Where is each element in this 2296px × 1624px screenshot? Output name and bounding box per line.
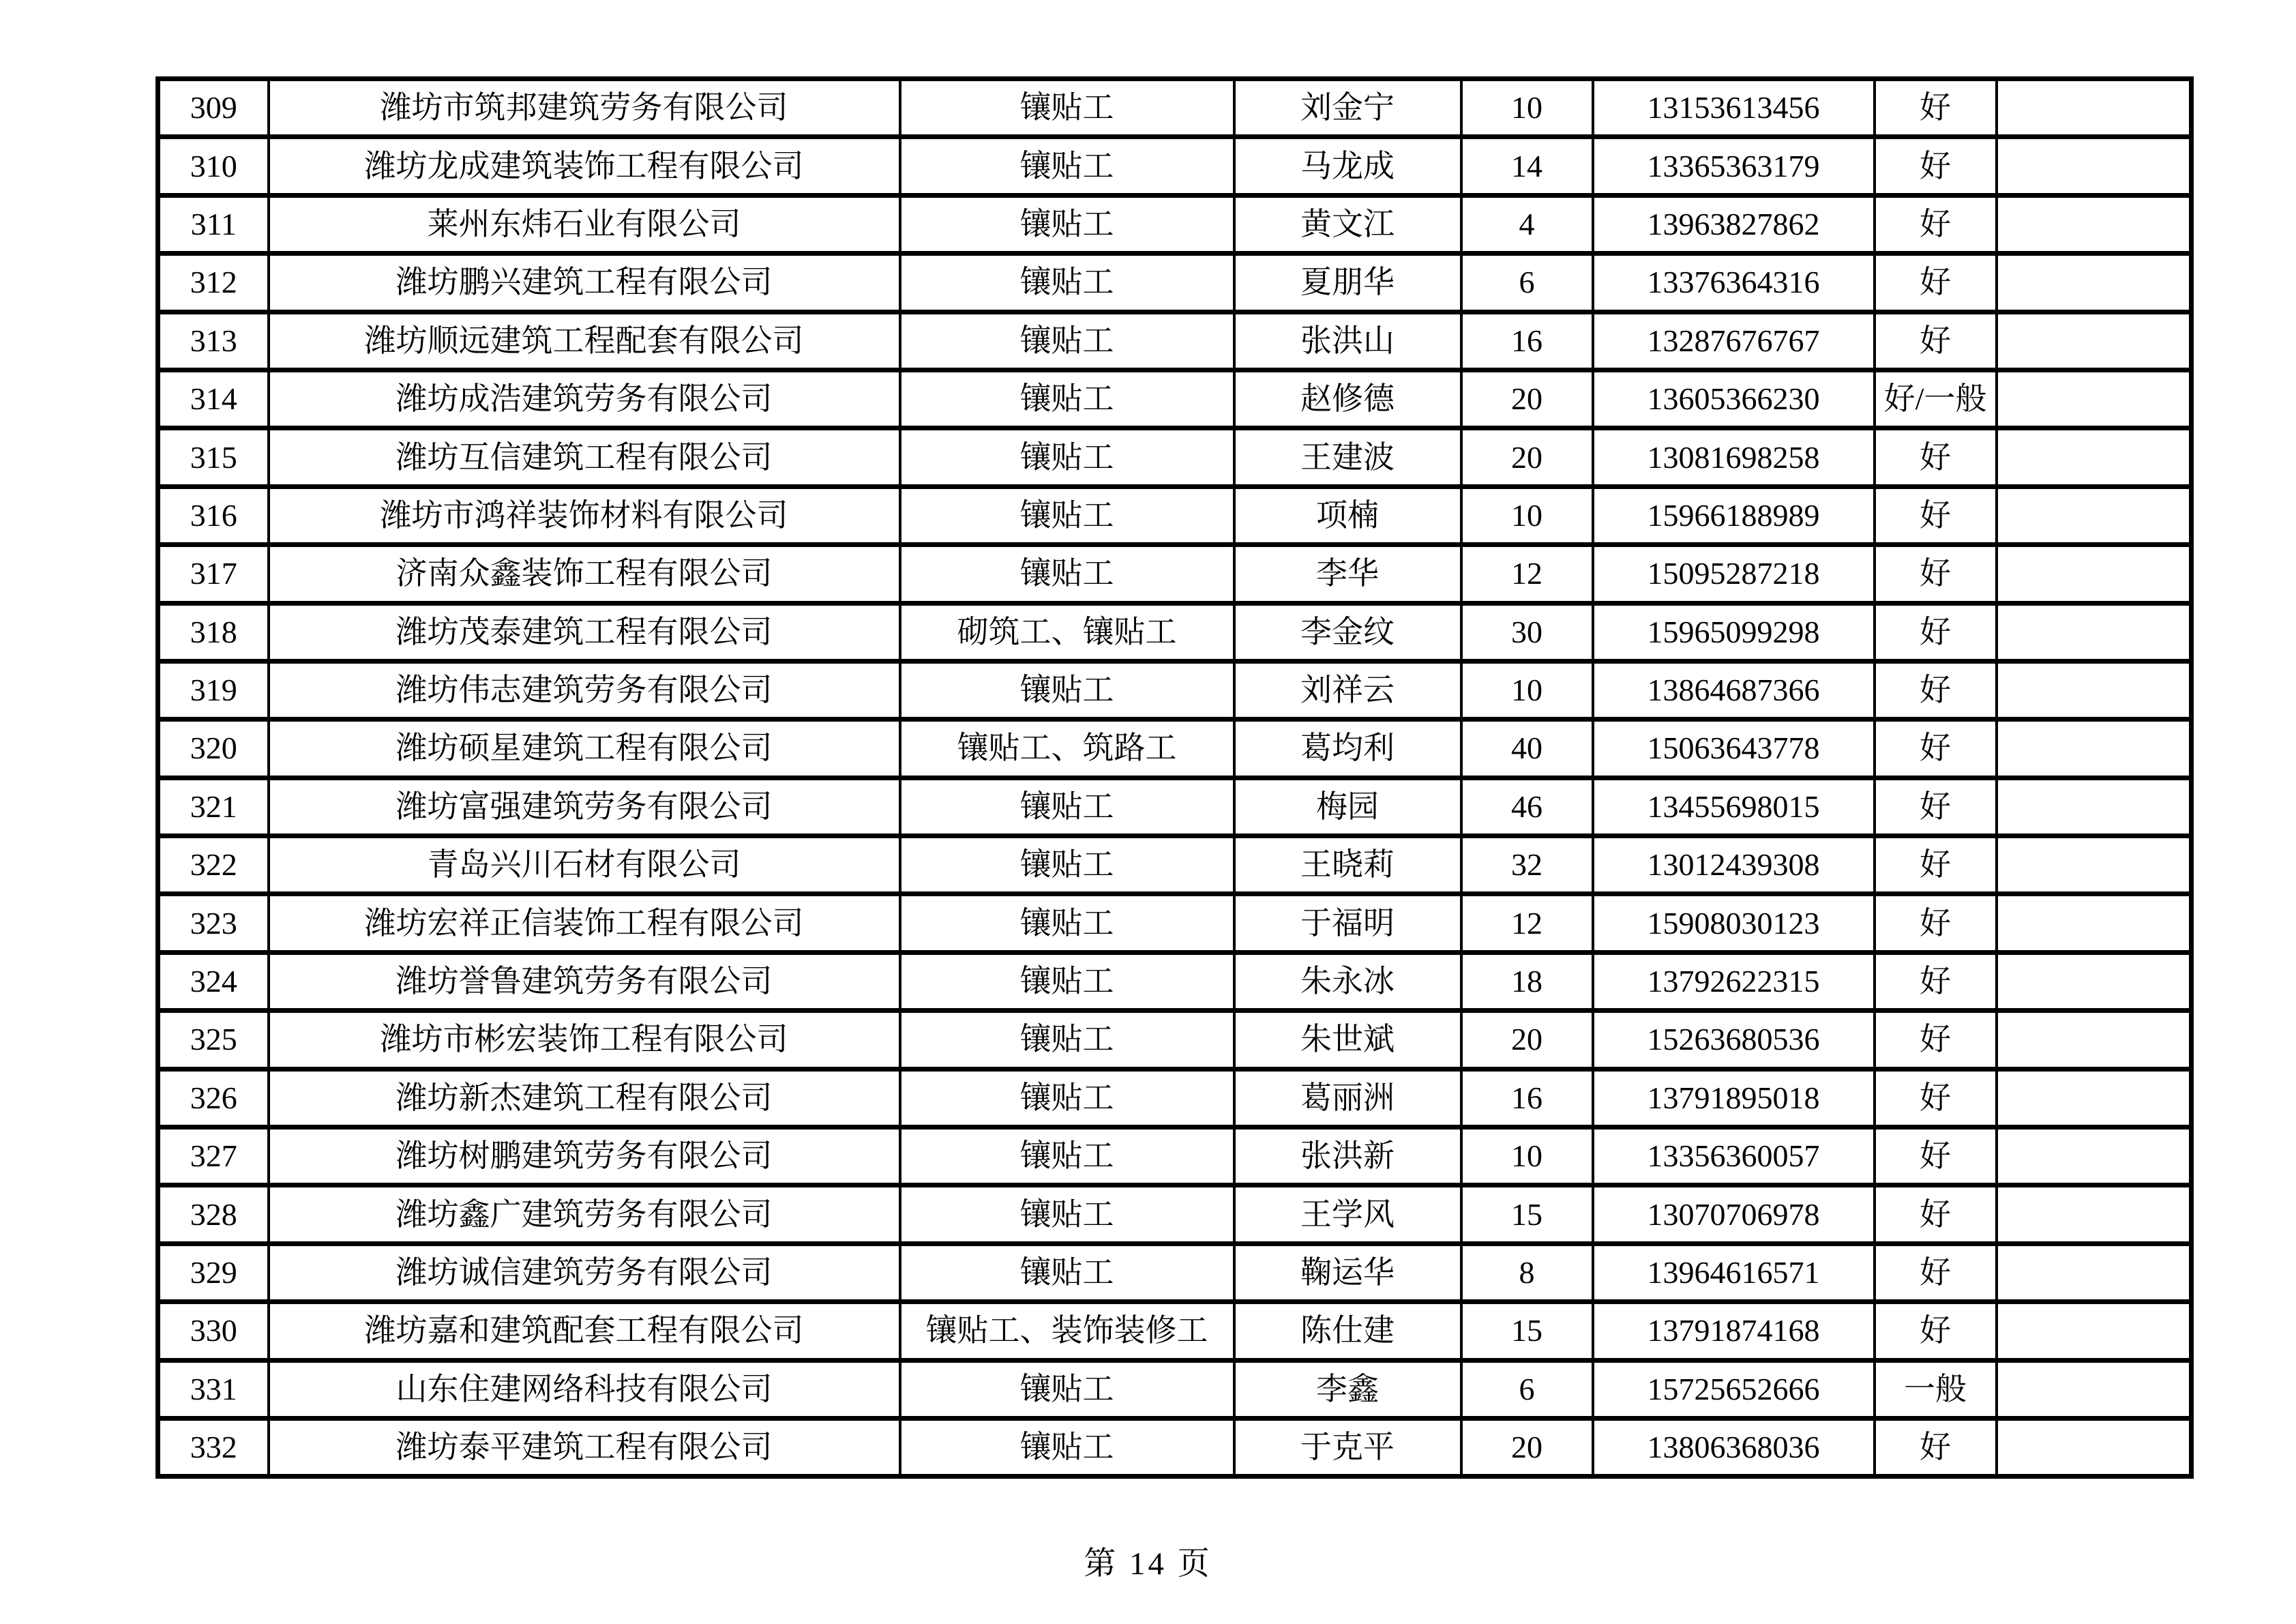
cell-company-name: 潍坊树鹏建筑劳务有限公司: [269, 1127, 900, 1185]
cell-worker-count: 4: [1461, 195, 1593, 253]
cell-company-name: 潍坊富强建筑劳务有限公司: [269, 778, 900, 836]
cell-trade-type: 镶贴工: [900, 1011, 1234, 1069]
cell-company-name: 潍坊成浩建筑劳务有限公司: [269, 370, 900, 428]
cell-note-empty: [1997, 370, 2192, 428]
cell-contact-name: 刘祥云: [1234, 661, 1461, 719]
table-row: [158, 195, 2192, 253]
cell-trade-type: 镶贴工: [900, 778, 1234, 836]
cell-trade-type: 镶贴工: [900, 1127, 1234, 1185]
cell-note-empty: [1997, 1418, 2192, 1476]
cell-row-number: 328: [158, 1185, 269, 1243]
cell-worker-count: 10: [1461, 1127, 1593, 1185]
cell-company-name: 潍坊诚信建筑劳务有限公司: [269, 1243, 900, 1301]
cell-company-name: 莱州东炜石业有限公司: [269, 195, 900, 253]
cell-contact-name: 朱世斌: [1234, 1011, 1461, 1069]
cell-trade-type: 镶贴工: [900, 312, 1234, 370]
cell-contact-name: 朱永冰: [1234, 952, 1461, 1010]
cell-row-number: 309: [158, 79, 269, 137]
cell-note-empty: [1997, 1127, 2192, 1185]
table-row: [158, 1302, 2192, 1360]
cell-trade-type: 镶贴工: [900, 836, 1234, 894]
cell-trade-type: 镶贴工: [900, 486, 1234, 544]
cell-company-name: 潍坊硕星建筑工程有限公司: [269, 720, 900, 778]
cell-worker-count: 6: [1461, 1360, 1593, 1418]
cell-contact-name: 黄文江: [1234, 195, 1461, 253]
cell-trade-type: 镶贴工: [900, 254, 1234, 312]
cell-worker-count: 20: [1461, 428, 1593, 486]
table-row: [158, 1185, 2192, 1243]
cell-trade-type: 镶贴工: [900, 894, 1234, 952]
cell-trade-type: 镶贴工: [900, 1185, 1234, 1243]
cell-company-name: 青岛兴川石材有限公司: [269, 836, 900, 894]
cell-rating: 好: [1875, 428, 1997, 486]
cell-phone-number: 13376364316: [1593, 254, 1875, 312]
cell-trade-type: 镶贴工: [900, 428, 1234, 486]
cell-row-number: 327: [158, 1127, 269, 1185]
cell-row-number: 310: [158, 137, 269, 195]
cell-note-empty: [1997, 254, 2192, 312]
cell-row-number: 324: [158, 952, 269, 1010]
cell-rating: 好: [1875, 1185, 1997, 1243]
cell-rating: 好/一般: [1875, 370, 1997, 428]
cell-rating: 好: [1875, 1418, 1997, 1476]
table-row: [158, 661, 2192, 719]
cell-worker-count: 40: [1461, 720, 1593, 778]
cell-row-number: 317: [158, 545, 269, 603]
table-row: [158, 778, 2192, 836]
cell-worker-count: 20: [1461, 1011, 1593, 1069]
cell-trade-type: 镶贴工、筑路工: [900, 720, 1234, 778]
cell-note-empty: [1997, 778, 2192, 836]
cell-trade-type: 镶贴工: [900, 1243, 1234, 1301]
cell-note-empty: [1997, 894, 2192, 952]
cell-row-number: 330: [158, 1302, 269, 1360]
cell-rating: 好: [1875, 1011, 1997, 1069]
cell-note-empty: [1997, 952, 2192, 1010]
table-row: [158, 486, 2192, 544]
cell-trade-type: 镶贴工: [900, 661, 1234, 719]
cell-trade-type: 镶贴工: [900, 1069, 1234, 1127]
cell-phone-number: 13081698258: [1593, 428, 1875, 486]
cell-company-name: 山东住建网络科技有限公司: [269, 1360, 900, 1418]
cell-worker-count: 8: [1461, 1243, 1593, 1301]
cell-company-name: 潍坊宏祥正信装饰工程有限公司: [269, 894, 900, 952]
cell-company-name: 潍坊茂泰建筑工程有限公司: [269, 603, 900, 661]
cell-rating: 好: [1875, 545, 1997, 603]
table-row: [158, 1418, 2192, 1476]
cell-row-number: 320: [158, 720, 269, 778]
cell-company-name: 潍坊市彬宏装饰工程有限公司: [269, 1011, 900, 1069]
cell-note-empty: [1997, 1185, 2192, 1243]
cell-note-empty: [1997, 1360, 2192, 1418]
cell-worker-count: 30: [1461, 603, 1593, 661]
cell-row-number: 321: [158, 778, 269, 836]
cell-contact-name: 马龙成: [1234, 137, 1461, 195]
cell-phone-number: 15725652666: [1593, 1360, 1875, 1418]
cell-phone-number: 13012439308: [1593, 836, 1875, 894]
cell-phone-number: 13455698015: [1593, 778, 1875, 836]
cell-contact-name: 于克平: [1234, 1418, 1461, 1476]
cell-worker-count: 10: [1461, 486, 1593, 544]
table-row: [158, 952, 2192, 1010]
cell-note-empty: [1997, 137, 2192, 195]
cell-contact-name: 张洪新: [1234, 1127, 1461, 1185]
cell-rating: 好: [1875, 1243, 1997, 1301]
cell-worker-count: 10: [1461, 79, 1593, 137]
cell-note-empty: [1997, 661, 2192, 719]
cell-trade-type: 镶贴工: [900, 370, 1234, 428]
cell-rating: 好: [1875, 836, 1997, 894]
cell-phone-number: 13070706978: [1593, 1185, 1875, 1243]
cell-contact-name: 张洪山: [1234, 312, 1461, 370]
cell-worker-count: 16: [1461, 312, 1593, 370]
cell-row-number: 329: [158, 1243, 269, 1301]
cell-row-number: 316: [158, 486, 269, 544]
cell-worker-count: 20: [1461, 370, 1593, 428]
cell-phone-number: 13791874168: [1593, 1302, 1875, 1360]
cell-contact-name: 鞠运华: [1234, 1243, 1461, 1301]
cell-company-name: 潍坊泰平建筑工程有限公司: [269, 1418, 900, 1476]
cell-note-empty: [1997, 836, 2192, 894]
cell-contact-name: 于福明: [1234, 894, 1461, 952]
table-row: [158, 1069, 2192, 1127]
cell-rating: 一般: [1875, 1360, 1997, 1418]
cell-contact-name: 王晓莉: [1234, 836, 1461, 894]
cell-row-number: 323: [158, 894, 269, 952]
cell-worker-count: 6: [1461, 254, 1593, 312]
cell-note-empty: [1997, 603, 2192, 661]
cell-rating: 好: [1875, 661, 1997, 719]
cell-contact-name: 刘金宁: [1234, 79, 1461, 137]
cell-rating: 好: [1875, 1127, 1997, 1185]
labor-roster-table: [155, 76, 2194, 1479]
cell-note-empty: [1997, 1069, 2192, 1127]
cell-phone-number: 13365363179: [1593, 137, 1875, 195]
cell-company-name: 潍坊顺远建筑工程配套有限公司: [269, 312, 900, 370]
cell-worker-count: 12: [1461, 545, 1593, 603]
cell-contact-name: 李金纹: [1234, 603, 1461, 661]
cell-rating: 好: [1875, 603, 1997, 661]
cell-phone-number: 13791895018: [1593, 1069, 1875, 1127]
cell-worker-count: 15: [1461, 1302, 1593, 1360]
cell-phone-number: 13806368036: [1593, 1418, 1875, 1476]
cell-phone-number: 13287676767: [1593, 312, 1875, 370]
cell-worker-count: 20: [1461, 1418, 1593, 1476]
cell-company-name: 潍坊互信建筑工程有限公司: [269, 428, 900, 486]
cell-trade-type: 镶贴工: [900, 952, 1234, 1010]
cell-contact-name: 葛丽洲: [1234, 1069, 1461, 1127]
table-row: [158, 1127, 2192, 1185]
cell-phone-number: 13605366230: [1593, 370, 1875, 428]
table-row: [158, 370, 2192, 428]
cell-trade-type: 镶贴工: [900, 545, 1234, 603]
cell-phone-number: 15063643778: [1593, 720, 1875, 778]
cell-worker-count: 46: [1461, 778, 1593, 836]
cell-row-number: 325: [158, 1011, 269, 1069]
table-row: [158, 894, 2192, 952]
table-row: [158, 720, 2192, 778]
cell-company-name: 潍坊嘉和建筑配套工程有限公司: [269, 1302, 900, 1360]
cell-note-empty: [1997, 195, 2192, 253]
cell-rating: 好: [1875, 137, 1997, 195]
cell-trade-type: 镶贴工: [900, 1418, 1234, 1476]
table-row: [158, 836, 2192, 894]
cell-contact-name: 陈仕建: [1234, 1302, 1461, 1360]
cell-phone-number: 13153613456: [1593, 79, 1875, 137]
cell-company-name: 潍坊鹏兴建筑工程有限公司: [269, 254, 900, 312]
cell-rating: 好: [1875, 486, 1997, 544]
cell-phone-number: 13356360057: [1593, 1127, 1875, 1185]
cell-row-number: 332: [158, 1418, 269, 1476]
cell-contact-name: 梅园: [1234, 778, 1461, 836]
table-row: [158, 312, 2192, 370]
cell-row-number: 314: [158, 370, 269, 428]
cell-company-name: 潍坊市筑邦建筑劳务有限公司: [269, 79, 900, 137]
cell-rating: 好: [1875, 1302, 1997, 1360]
cell-phone-number: 15966188989: [1593, 486, 1875, 544]
cell-row-number: 326: [158, 1069, 269, 1127]
cell-row-number: 312: [158, 254, 269, 312]
table-row: [158, 79, 2192, 137]
cell-contact-name: 葛均利: [1234, 720, 1461, 778]
cell-trade-type: 镶贴工: [900, 79, 1234, 137]
cell-contact-name: 李华: [1234, 545, 1461, 603]
cell-contact-name: 赵修德: [1234, 370, 1461, 428]
cell-phone-number: 15095287218: [1593, 545, 1875, 603]
cell-phone-number: 13864687366: [1593, 661, 1875, 719]
cell-company-name: 潍坊龙成建筑装饰工程有限公司: [269, 137, 900, 195]
table-body: [158, 79, 2192, 1477]
cell-trade-type: 镶贴工: [900, 1360, 1234, 1418]
cell-contact-name: 王学风: [1234, 1185, 1461, 1243]
cell-row-number: 311: [158, 195, 269, 253]
cell-note-empty: [1997, 428, 2192, 486]
table-row: [158, 254, 2192, 312]
cell-trade-type: 镶贴工、装饰装修工: [900, 1302, 1234, 1360]
cell-row-number: 319: [158, 661, 269, 719]
cell-company-name: 潍坊市鸿祥装饰材料有限公司: [269, 486, 900, 544]
cell-rating: 好: [1875, 720, 1997, 778]
cell-rating: 好: [1875, 778, 1997, 836]
cell-contact-name: 项楠: [1234, 486, 1461, 544]
page-number-footer: 第 14 页: [1084, 1546, 1212, 1582]
cell-rating: 好: [1875, 79, 1997, 137]
table-row: [158, 137, 2192, 195]
cell-phone-number: 15908030123: [1593, 894, 1875, 952]
cell-company-name: 济南众鑫装饰工程有限公司: [269, 545, 900, 603]
cell-rating: 好: [1875, 952, 1997, 1010]
cell-row-number: 313: [158, 312, 269, 370]
cell-note-empty: [1997, 1302, 2192, 1360]
cell-note-empty: [1997, 545, 2192, 603]
cell-contact-name: 李鑫: [1234, 1360, 1461, 1418]
cell-row-number: 318: [158, 603, 269, 661]
cell-company-name: 潍坊誉鲁建筑劳务有限公司: [269, 952, 900, 1010]
cell-rating: 好: [1875, 195, 1997, 253]
table-row: [158, 1011, 2192, 1069]
cell-company-name: 潍坊新杰建筑工程有限公司: [269, 1069, 900, 1127]
cell-rating: 好: [1875, 254, 1997, 312]
table-row: [158, 603, 2192, 661]
cell-company-name: 潍坊鑫广建筑劳务有限公司: [269, 1185, 900, 1243]
cell-worker-count: 18: [1461, 952, 1593, 1010]
cell-contact-name: 夏朋华: [1234, 254, 1461, 312]
cell-rating: 好: [1875, 312, 1997, 370]
cell-worker-count: 12: [1461, 894, 1593, 952]
cell-worker-count: 16: [1461, 1069, 1593, 1127]
cell-note-empty: [1997, 720, 2192, 778]
table-row: [158, 428, 2192, 486]
cell-row-number: 322: [158, 836, 269, 894]
cell-row-number: 315: [158, 428, 269, 486]
cell-worker-count: 10: [1461, 661, 1593, 719]
cell-phone-number: 13792622315: [1593, 952, 1875, 1010]
cell-note-empty: [1997, 79, 2192, 137]
cell-rating: 好: [1875, 1069, 1997, 1127]
cell-company-name: 潍坊伟志建筑劳务有限公司: [269, 661, 900, 719]
table-row: [158, 545, 2192, 603]
cell-phone-number: 13964616571: [1593, 1243, 1875, 1301]
cell-phone-number: 15965099298: [1593, 603, 1875, 661]
table-row: [158, 1243, 2192, 1301]
cell-row-number: 331: [158, 1360, 269, 1418]
cell-note-empty: [1997, 1243, 2192, 1301]
cell-worker-count: 15: [1461, 1185, 1593, 1243]
cell-phone-number: 13963827862: [1593, 195, 1875, 253]
cell-trade-type: 镶贴工: [900, 137, 1234, 195]
table-row: [158, 1360, 2192, 1418]
cell-trade-type: 砌筑工、镶贴工: [900, 603, 1234, 661]
cell-note-empty: [1997, 312, 2192, 370]
cell-rating: 好: [1875, 894, 1997, 952]
cell-trade-type: 镶贴工: [900, 195, 1234, 253]
cell-worker-count: 32: [1461, 836, 1593, 894]
cell-contact-name: 王建波: [1234, 428, 1461, 486]
cell-note-empty: [1997, 486, 2192, 544]
cell-phone-number: 15263680536: [1593, 1011, 1875, 1069]
cell-note-empty: [1997, 1011, 2192, 1069]
cell-worker-count: 14: [1461, 137, 1593, 195]
